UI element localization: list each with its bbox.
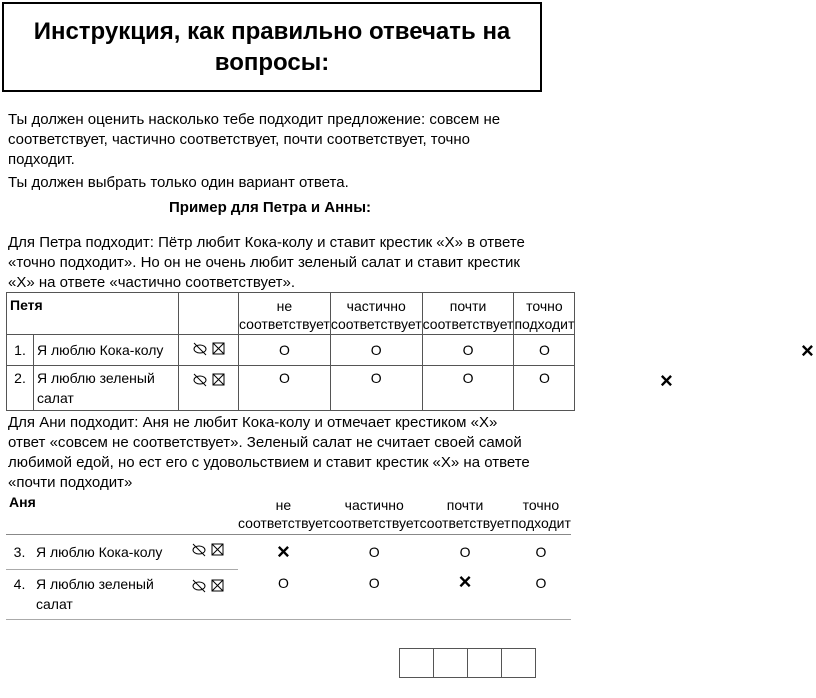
col-header-not-match: не соответствует — [239, 293, 331, 335]
option-not-match[interactable]: O — [238, 569, 329, 619]
row-statement: Я люблю зеленый салат — [33, 569, 178, 619]
option-not-match[interactable]: O — [239, 335, 331, 366]
petya-table — [6, 292, 575, 411]
option-almost[interactable]: O — [422, 366, 514, 411]
table-row — [7, 335, 575, 366]
anya-explanation: Для Ани подходит: Аня не любит Кока-колу и отмечает крестиком «Х» ответ «совсем не соответствует». Зеленый салат не считает своей самой любимой едой, но ест его с удовольствием и ставит крестик «Х» на ответе «почти подходит» — [8, 414, 530, 491]
row-number: 1. — [7, 335, 34, 366]
intro-paragraph: Ты должен оценить насколько тебе подходит предложение: совсем не соответствует, частично соответствует, почти соответствует, точно подходит. — [8, 111, 501, 168]
col-header-not-match: не соответствует — [238, 492, 329, 534]
row-number: 4. — [6, 569, 33, 619]
answer-boxes — [400, 648, 536, 678]
option-partially[interactable]: O — [330, 366, 422, 411]
cross-mark: × — [458, 569, 472, 594]
row-number: 2. — [7, 366, 34, 411]
table-header-row — [6, 492, 571, 534]
col-header-almost: почти соответствует — [420, 492, 511, 534]
col-header-exactly: точно подходит — [514, 293, 575, 335]
cross-mark: × — [660, 368, 673, 393]
option-exactly[interactable]: O — [514, 335, 575, 366]
option-partially[interactable]: O — [368, 543, 380, 560]
option-partially[interactable]: O — [329, 569, 420, 619]
pencil-crossed-box-icon[interactable] — [178, 534, 238, 569]
table-row — [7, 366, 575, 411]
answer-box[interactable] — [433, 648, 468, 678]
row-statement: Я люблю Кока-колу — [33, 534, 178, 569]
row-number: 3. — [6, 534, 33, 569]
answer-box[interactable] — [501, 648, 536, 678]
anya-table — [6, 492, 571, 620]
cross-mark: × — [276, 538, 290, 564]
row-statement: Я люблю Кока-колу — [34, 335, 179, 366]
petya-name: Петя — [7, 293, 179, 335]
anya-name: Аня — [6, 492, 178, 534]
pencil-crossed-box-icon[interactable] — [178, 569, 238, 619]
example-title: Пример для Петра и Анны: — [169, 199, 371, 216]
table-row — [6, 569, 571, 619]
single-choice-note: Ты должен выбрать только один вариант ответа. — [8, 174, 349, 191]
option-partially[interactable]: O — [330, 335, 422, 366]
option-almost[interactable]: O — [459, 543, 471, 560]
option-exactly[interactable]: O — [510, 569, 571, 619]
option-almost-marked[interactable] — [420, 569, 511, 619]
pencil-crossed-box-icon[interactable] — [179, 366, 239, 411]
option-not-match-marked[interactable] — [238, 534, 329, 569]
col-header-almost: почти соответствует — [422, 293, 514, 335]
petya-explanation: Для Петра подходит: Пётр любит Кока-колу и ставит крестик «Х» в ответе «точно подходит». Но он не очень любит зеленый салат и ставит крестик «Х» на ответе «частично соответствует». — [8, 234, 525, 291]
col-header-partially: частично соответствует — [330, 293, 422, 335]
page-title: Инструкция, как правильно отвечать на вопросы: — [33, 18, 511, 76]
col-header-partially: частично соответствует — [329, 492, 420, 534]
option-exactly[interactable]: O — [514, 366, 575, 411]
option-not-match[interactable]: O — [239, 366, 331, 411]
row-statement: Я люблю зеленый салат — [34, 366, 179, 411]
table-header-row — [7, 293, 575, 335]
col-header-exactly: точно подходит — [510, 492, 571, 534]
cross-mark: × — [801, 338, 814, 363]
table-row — [6, 534, 571, 569]
option-exactly[interactable]: O — [535, 543, 547, 560]
answer-box[interactable] — [399, 648, 434, 678]
option-almost[interactable]: O — [422, 335, 514, 366]
answer-box[interactable] — [467, 648, 502, 678]
title-box — [2, 2, 542, 92]
pencil-crossed-box-icon[interactable] — [179, 335, 239, 366]
